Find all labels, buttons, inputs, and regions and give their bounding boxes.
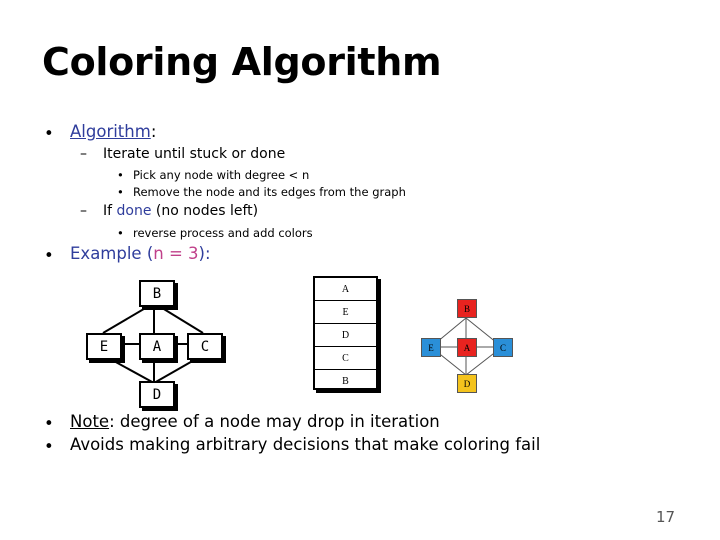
bullet-icon: • [44, 246, 54, 265]
note-label: Note [70, 412, 110, 431]
bullet-icon: • [44, 414, 54, 433]
graph-node-c: C [187, 333, 223, 360]
graph-node-e: E [86, 333, 122, 360]
dash-icon: – [80, 203, 87, 219]
avoid-text: Avoids making arbitrary decisions that make coloring fail [70, 435, 541, 454]
done-highlight: done [116, 203, 152, 219]
bullet-icon: • [44, 437, 54, 456]
stack-cell: E [315, 301, 376, 324]
colored-node-d: D [457, 374, 477, 393]
note-body: : degree of a node may drop in iteration [109, 412, 440, 431]
graph-node-d: D [139, 381, 175, 408]
pick-node-text: Pick any node with degree < n [133, 168, 310, 182]
colored-node-c: C [493, 338, 513, 357]
colored-node-e: E [421, 338, 441, 357]
bullet-icon: • [44, 124, 54, 143]
slide-title: Coloring Algorithm [42, 40, 442, 84]
stack-cell: D [315, 324, 376, 347]
algorithm-colon: : [150, 122, 157, 141]
colored-node-b: B [457, 299, 477, 318]
removal-stack [313, 276, 378, 390]
bullet-icon: • [117, 168, 124, 182]
iterate-text: Iterate until stuck or done [103, 146, 286, 162]
page-number: 17 [656, 508, 676, 526]
stack-cell: B [342, 375, 349, 387]
example-prefix: Example ( [70, 244, 154, 263]
colored-node-a: A [457, 338, 477, 357]
reverse-text: reverse process and add colors [133, 226, 313, 240]
stack-cell: A [315, 278, 376, 301]
dash-icon: – [80, 146, 87, 162]
algorithm-label: Algorithm [70, 122, 151, 141]
bullet-icon: • [117, 226, 124, 240]
note-text [70, 412, 440, 431]
n-value: n = 3 [153, 244, 199, 263]
stack-cell: C [315, 347, 376, 370]
graph-node-b: B [139, 280, 175, 307]
if-suffix: (no nodes left) [151, 203, 259, 219]
remove-node-text: Remove the node and its edges from the graph [133, 185, 406, 199]
bullet-icon: • [117, 185, 124, 199]
graph-node-a: A [139, 333, 175, 360]
example-suffix: ): [198, 244, 211, 263]
if-prefix: If [103, 203, 117, 219]
